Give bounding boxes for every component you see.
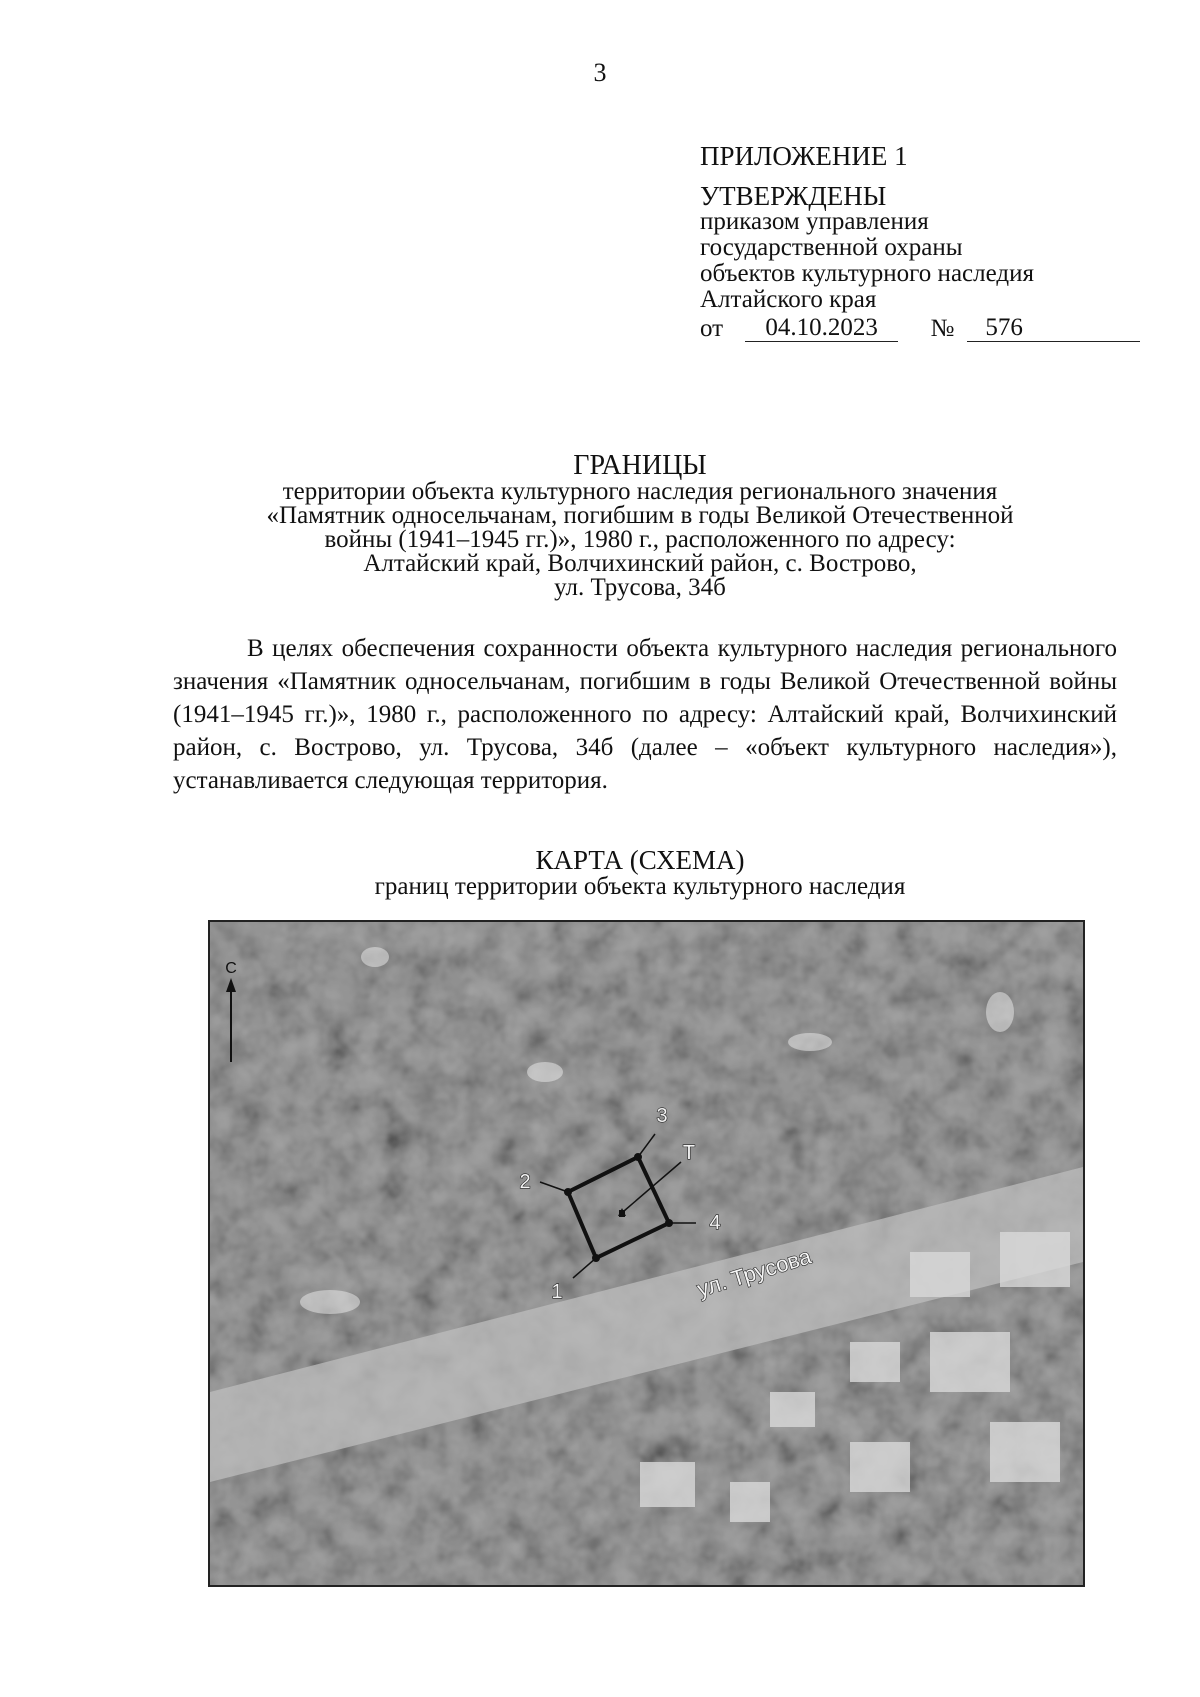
number-label: № xyxy=(930,315,955,342)
approval-line: приказом управления xyxy=(700,208,929,235)
map-caption-subtitle: границ территории объекта культурного наследия xyxy=(374,873,906,900)
approval-line: государственной охраны xyxy=(700,234,963,261)
satellite-map xyxy=(210,922,1083,1585)
appendix-title: ПРИЛОЖЕНИЕ 1 xyxy=(700,141,908,171)
order-date: 04.10.2023 xyxy=(745,315,899,342)
approved-label: УТВЕРЖДЕНЫ xyxy=(700,181,887,211)
order-number: 576 xyxy=(967,315,1140,342)
map-scheme xyxy=(208,920,1085,1587)
document-heading xyxy=(170,452,1110,600)
boundary-point-1 xyxy=(592,1254,600,1262)
order-date-row xyxy=(700,315,1140,342)
approval-block xyxy=(700,143,1140,342)
heading-line: войны (1941–1945 гг.)», 1980 г., расположенного по адресу: xyxy=(324,526,956,553)
heading-line: ул. Трусова, 34б xyxy=(554,574,726,601)
north-label: С xyxy=(225,960,237,977)
object-label: Т xyxy=(682,1142,696,1164)
satellite-imagery xyxy=(210,922,1083,1585)
date-label: от xyxy=(700,315,724,342)
approval-line: объектов культурного наследия xyxy=(700,260,1034,287)
map-caption xyxy=(170,847,1110,899)
approval-line: Алтайского края xyxy=(700,286,877,313)
point-label-4: 4 xyxy=(709,1212,721,1234)
heading-line: Алтайский край, Волчихинский район, с. Вострово, xyxy=(363,550,917,577)
body-paragraph: В целях обеспечения сохранности объекта культурного наследия регионального значения «Памятник односельчанам, погибшим в годы Великой Отечественной войны (1941–1945 гг.)», 1980 г., расположенного по адресу: Алтайский край, Волчихинский район, с. Вострово, ул. Трусова, 34б (далее – «объект культурного наследия»), устанавливается следующая территория. xyxy=(173,635,1117,794)
boundary-point-3 xyxy=(634,1153,642,1161)
heading-line: «Памятник односельчанам, погибшим в годы Великой Отечественной xyxy=(266,502,1014,529)
page-number: 3 xyxy=(593,58,607,87)
heading-line: территории объекта культурного наследия регионального значения xyxy=(282,478,998,505)
point-label-1: 1 xyxy=(551,1281,563,1303)
boundary-point-2 xyxy=(564,1188,572,1196)
point-label-2: 2 xyxy=(519,1171,531,1193)
point-label-3: 3 xyxy=(656,1105,668,1127)
heading-title: ГРАНИЦЫ xyxy=(573,450,707,481)
map-caption-title: КАРТА (СХЕМА) xyxy=(535,845,745,875)
boundary-point-4 xyxy=(665,1219,673,1227)
street-label: ул. Трусова xyxy=(694,1243,815,1302)
